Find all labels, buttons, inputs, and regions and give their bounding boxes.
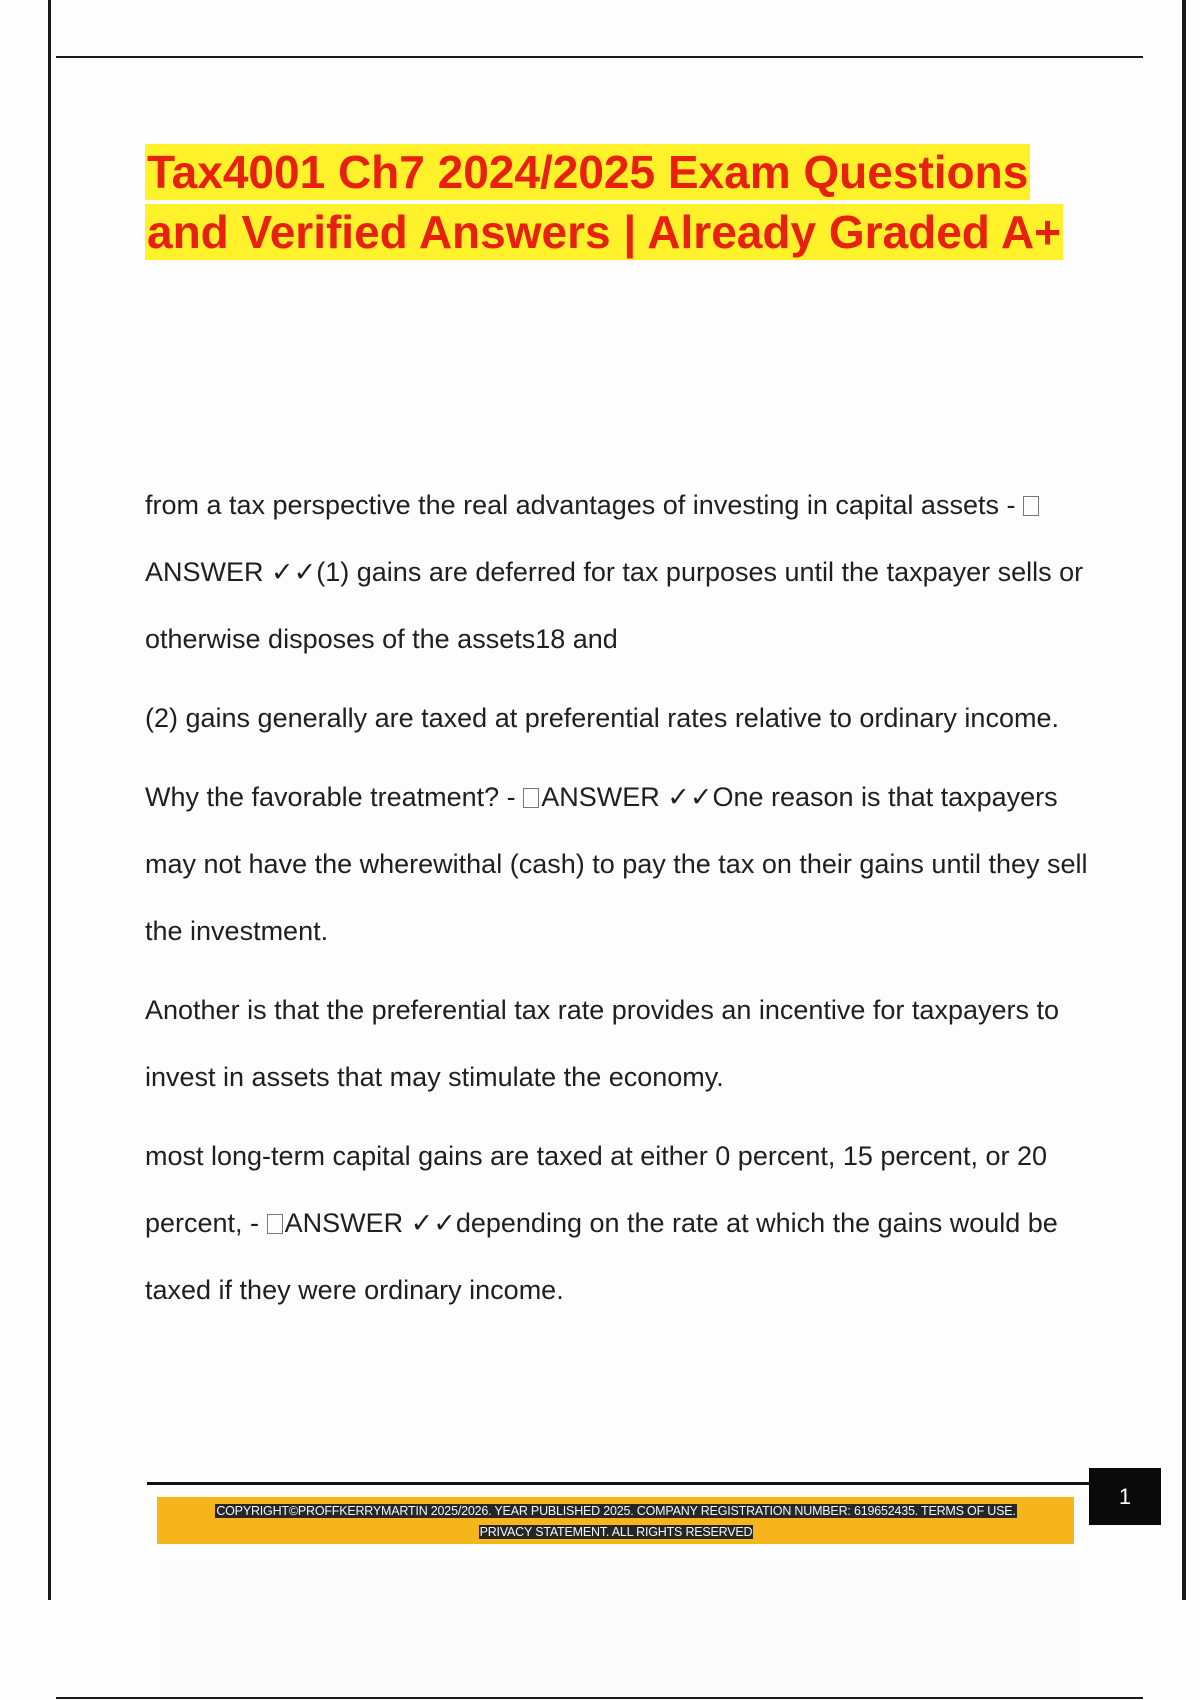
paragraph-text: Another is that the preferential tax rate provides an incentive for taxpayers to invest in assets that may stimulate the economy. xyxy=(145,995,1060,1092)
missing-glyph-box-icon xyxy=(523,788,539,808)
paragraph-text: (2) gains generally are taxed at preferential rates relative to ordinary income. xyxy=(145,703,1059,733)
answer-marker: ANSWER ✓✓ xyxy=(284,1208,456,1238)
qa-paragraph xyxy=(145,472,1095,673)
copyright-notice xyxy=(165,1501,1067,1543)
right-page-border xyxy=(1182,0,1186,1600)
left-page-border xyxy=(48,0,51,1600)
copyright-line-2: PRIVACY STATEMENT. ALL RIGHTS RESERVED xyxy=(479,1525,753,1539)
qa-paragraph xyxy=(145,764,1095,965)
question-text: most long-term capital gains are taxed at either 0 percent, 15 percent, or 20 percent, - xyxy=(145,1141,1047,1238)
page-lower-area xyxy=(160,1560,1080,1690)
footer-rule xyxy=(147,1482,1092,1485)
page-number: 1 xyxy=(1118,1483,1132,1509)
page-number-badge xyxy=(1089,1468,1161,1525)
paragraph xyxy=(145,685,1095,752)
answer-marker: ANSWER ✓✓ xyxy=(541,782,713,812)
missing-glyph-box-icon xyxy=(267,1214,283,1234)
paragraph xyxy=(145,977,1095,1111)
top-rule xyxy=(56,56,1143,58)
copyright-line-1: COPYRIGHT©PROFFKERRYMARTIN 2025/2026. YEAR PUBLISHED 2025. COMPANY REGISTRATION NUMBER: 619652435. TERMS OF USE. xyxy=(216,1504,1016,1518)
bottom-rule xyxy=(56,1697,1143,1699)
answer-text: (1) gains are deferred for tax purposes until the taxpayer sells or otherwise disposes of the assets18 and xyxy=(145,557,1084,654)
document-body xyxy=(145,472,1095,1324)
document-title-text: Tax4001 Ch7 2024/2025 Exam Questions and Verified Answers | Already Graded A+ xyxy=(147,146,1062,258)
question-text: from a tax perspective the real advantages of investing in capital assets - xyxy=(145,490,1016,520)
answer-text: One reason is that taxpayers may not have the wherewithal (cash) to pay the tax on their gains until they sell the investment. xyxy=(145,782,1088,946)
answer-marker: ANSWER ✓✓ xyxy=(145,557,317,587)
qa-paragraph xyxy=(145,1123,1095,1324)
document-title xyxy=(145,142,1085,262)
question-text: Why the favorable treatment? - xyxy=(145,782,516,812)
answer-text: depending on the rate at which the gains would be taxed if they were ordinary income. xyxy=(145,1208,1058,1305)
missing-glyph-box-icon xyxy=(1023,496,1039,516)
